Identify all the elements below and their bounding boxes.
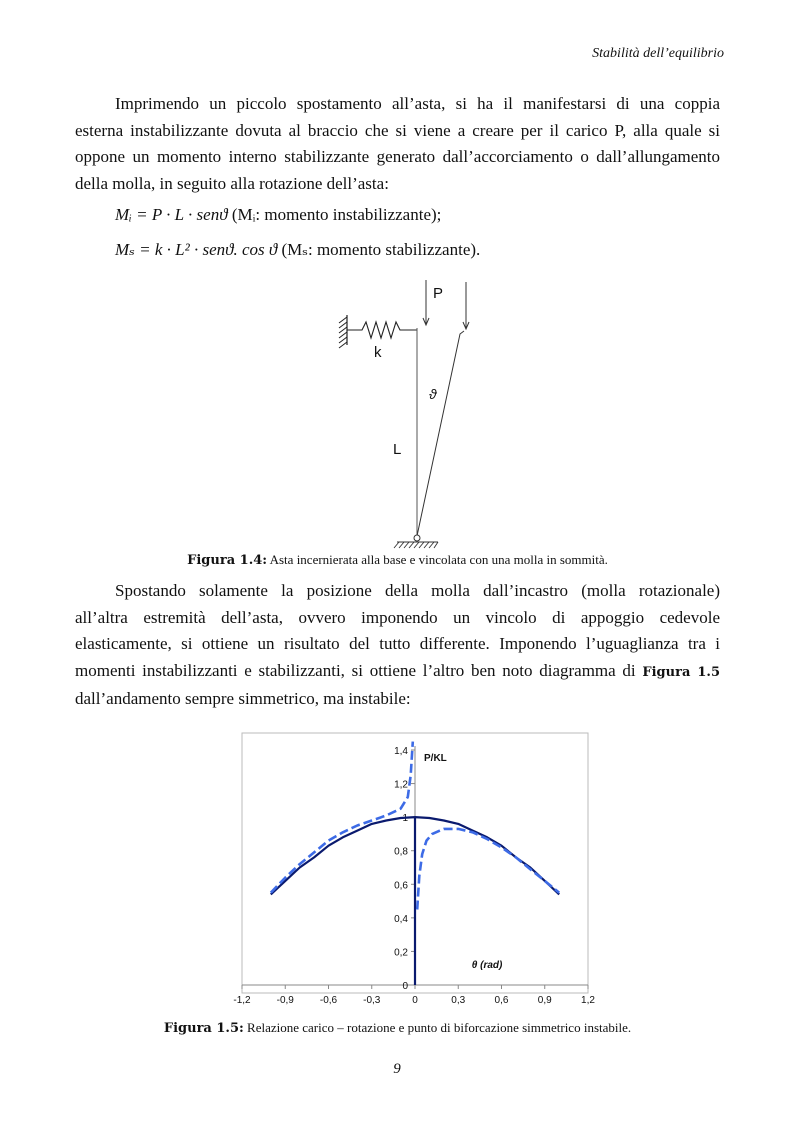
figure-1-5-chart	[220, 732, 600, 1014]
x-tick-label: -0,3	[363, 995, 381, 1006]
spring-icon	[347, 322, 417, 338]
y-tick-label: 1	[402, 813, 408, 825]
y-tick-label: 1,2	[394, 779, 408, 791]
paragraph-1	[75, 91, 720, 197]
paragraph-2-line-4	[75, 658, 720, 687]
figure-1-5-reference: Figura 1.5	[642, 664, 720, 680]
y-tick-label: 0,8	[394, 846, 408, 858]
figure-1-4-diagram	[320, 278, 490, 550]
equation-1-formula: Mᵢ = P · L · senϑ	[115, 205, 228, 224]
x-tick-label: -0,9	[276, 995, 294, 1006]
figure-1-5-caption-label: Figura 1.5:	[163, 1021, 244, 1036]
figure-1-4-caption	[75, 552, 720, 568]
x-tick-label: 1,2	[581, 995, 595, 1006]
label-length-l: L	[393, 441, 402, 458]
y-axis-label: P/KL	[424, 753, 447, 764]
paragraph-2-line-2: all’altra estremità dell’asta, ovvero imponendo un vincolo di appoggio cedevole	[75, 607, 720, 627]
x-tick-label: -1,2	[233, 995, 251, 1006]
equation-1-note: (Mᵢ: momento instabilizzante);	[231, 205, 442, 224]
hinge-icon	[414, 535, 420, 541]
wall-hatching	[339, 317, 347, 348]
x-tick-label: 0,9	[537, 995, 552, 1006]
paragraph-1-line-4: della molla, in seguito alla rotazione dell’asta:	[75, 173, 389, 193]
running-header: Stabilità dell’equilibrio	[592, 46, 724, 61]
paragraph-2-line-1: Spostando solamente la posizione della molla dall’incastro (molla rotazionale)	[115, 581, 720, 600]
y-tick-label: 1,4	[394, 746, 408, 757]
equation-stabilizing-moment	[115, 240, 480, 260]
label-angle-theta: ϑ	[429, 386, 437, 402]
paragraph-2	[75, 578, 720, 713]
y-tick-label: 0,2	[394, 947, 408, 959]
label-spring-k: k	[374, 344, 382, 361]
x-axis-label: θ (rad)	[471, 960, 503, 972]
tilted-rod	[417, 331, 464, 536]
paragraph-1-line-1: Imprimendo un piccolo spostamento all’asta, si ha il manifestarsi di una coppia	[115, 94, 720, 113]
figure-1-4-caption-label: Figura 1.4:	[187, 553, 268, 568]
x-tick-label: 0,6	[494, 995, 509, 1006]
x-tick-label: 0	[412, 995, 418, 1006]
equation-instabilizing-moment	[115, 205, 441, 225]
y-tick-label: 0,4	[394, 913, 408, 925]
figure-1-5-caption	[75, 1020, 720, 1036]
equation-2-formula: Mₛ = k · L² · senϑ. cos ϑ	[115, 240, 278, 259]
ground-hatching	[394, 542, 438, 548]
figure-1-5-caption-text: Relazione carico – rotazione e punto di biforcazione simmetrico instabile.	[243, 1020, 632, 1035]
figure-1-4-caption-text: Asta incernierata alla base e vincolata con una molla in sommità.	[267, 552, 608, 567]
equation-2-note: (Mₛ: momento stabilizzante).	[281, 240, 481, 259]
paragraph-2-line-3: elasticamente, si ottiene un risultato del tutto differente. Imponendo l’uguaglianza tra i	[75, 634, 720, 653]
y-tick-label: 0	[402, 981, 408, 992]
label-load-p: P	[433, 285, 444, 302]
paragraph-2-line-5: dall’andamento sempre simmetrico, ma instabile:	[75, 689, 411, 708]
page-number: 9	[393, 1061, 401, 1077]
y-tick-label: 0,6	[394, 880, 408, 892]
paragraph-1-line-2: esterna instabilizzante dovuta al braccio che si viene a creare per il carico P, alla quale si	[75, 120, 720, 140]
paragraph-1-line-3: oppone un momento interno stabilizzante generato dall’accorciamento o dall’allungamento	[75, 147, 720, 166]
x-tick-label: 0,3	[451, 995, 466, 1006]
x-tick-label: -0,6	[319, 995, 338, 1006]
paragraph-2-line-4-text: momenti instabilizzanti e stabilizzanti, si ottiene l’altro ben noto diagramma di	[75, 660, 636, 680]
